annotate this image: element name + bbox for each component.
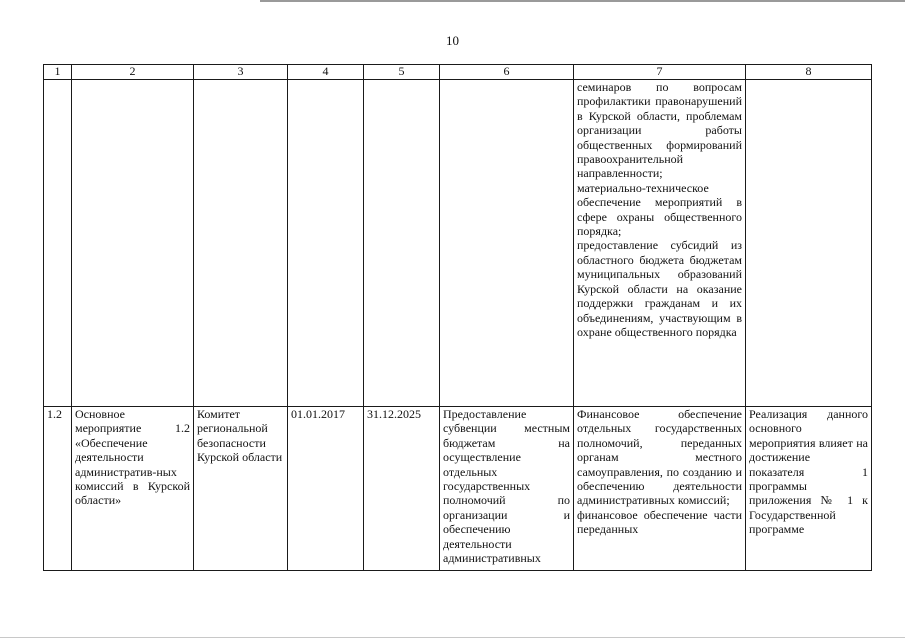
column-header: 5 (364, 65, 440, 80)
content-cell: Финансовое обеспечение отдельных государственных полномочий, переданных органам местного самоуправления, по созданию и обеспечению деятельности административных комиссий; финансовое обеспечение части переданных (574, 407, 746, 571)
table-cell (194, 80, 288, 407)
scan-edge-bottom (0, 637, 905, 638)
column-header: 7 (574, 65, 746, 80)
activity-name-cell: Основное мероприятие 1.2 «Обеспечение деятельности административ-ных комиссий в Курской области» (72, 407, 194, 571)
table-cell (44, 80, 72, 407)
start-date-cell: 01.01.2017 (288, 407, 364, 571)
column-header: 3 (194, 65, 288, 80)
table-row-1-2 (44, 407, 872, 571)
indicator-link-cell: Реализация данного основного мероприятия влияет на достижение показателя 1 программы приложения № 1 к Государственной программе (746, 407, 872, 571)
table-cell (440, 80, 574, 407)
continued-content-cell: семинаров по вопросам профилактики правонарушений в Курской области, проблемам организации работы общественных формирований правоохранительной направленности; материально-техническое обеспечение мероприятий в сфере охраны общественного порядка; предоставление субсидий из областного бюджета бюджетам муниципальных образований Курской области на оказание поддержки гражданам и их объединениям, участвующим в охране общественного порядка (574, 80, 746, 407)
column-header: 8 (746, 65, 872, 80)
table-cell (364, 80, 440, 407)
table-cell (746, 80, 872, 407)
expected-result-cell: Предоставление субвенции местным бюджетам на осуществление отдельных государственных полномочий по организации и обеспечению деятельности административных (440, 407, 574, 571)
column-header: 2 (72, 65, 194, 80)
continued-table-row (44, 80, 872, 407)
end-date-cell: 31.12.2025 (364, 407, 440, 571)
column-number-header-row (44, 65, 872, 80)
row-number-cell: 1.2 (44, 407, 72, 571)
table-cell (288, 80, 364, 407)
scan-edge-top (260, 0, 905, 2)
executor-cell: Комитет региональной безопасности Курской области (194, 407, 288, 571)
column-header: 4 (288, 65, 364, 80)
program-table (43, 64, 872, 571)
column-header: 1 (44, 65, 72, 80)
column-header: 6 (440, 65, 574, 80)
table-cell (72, 80, 194, 407)
page-number: 10 (446, 33, 459, 48)
